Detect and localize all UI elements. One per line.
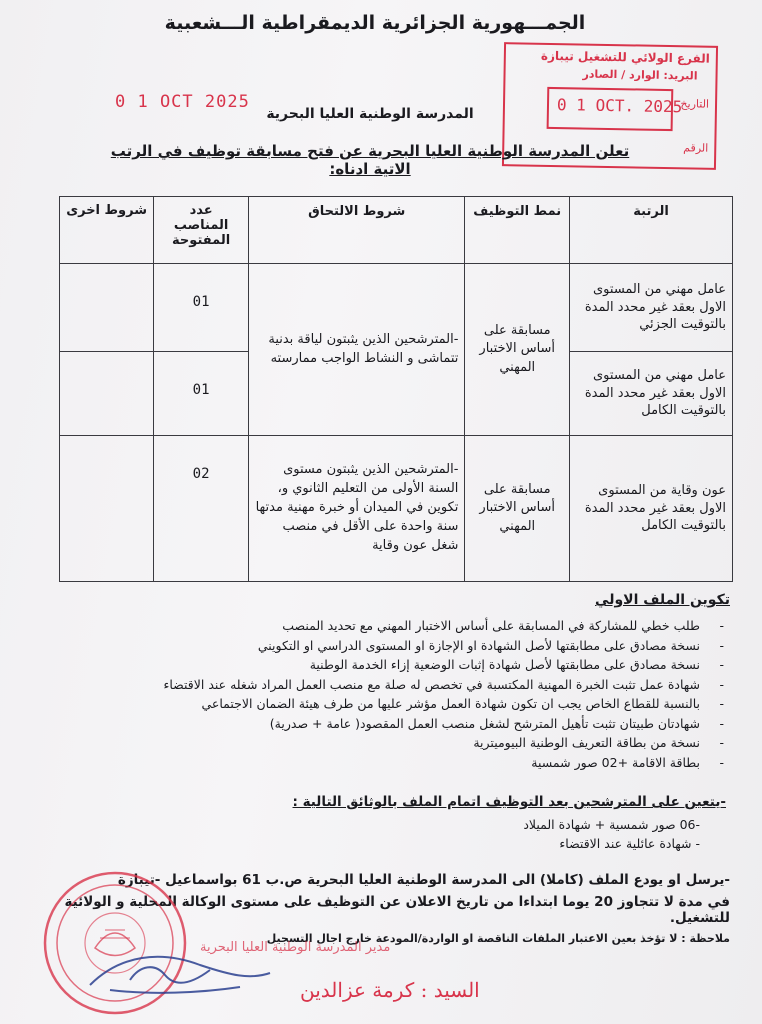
stamp-line-1: الفرع الولائي للتشغيل تيبازة <box>540 48 710 66</box>
positions-table <box>59 196 733 582</box>
list-item: - نسخة مصادق على مطابقتها لأصل الشهادة او الإجازة او المستوى الدراسي او التكويني <box>76 638 726 658</box>
table-header-row <box>60 197 733 264</box>
stamp-line-2: البريد: الوارد / الصادر <box>582 67 698 83</box>
cell-count: 02 <box>154 436 249 582</box>
after-hiring-item: -06 صور شمسية + شهادة الميلاد <box>523 817 700 832</box>
list-item: - بطاقة الاقامة +02 صور شمسية <box>76 755 726 775</box>
header-conditions: شروط الالتحاق <box>249 197 465 264</box>
cell-other <box>60 352 154 436</box>
cell-count: 01 <box>154 352 249 436</box>
after-hiring-title: -يتعين على المترشحين بعد التوظيف اتمام الملف بالوثائق التالية : <box>292 794 726 810</box>
cell-conditions: -المترشحين الذين يثبتون مستوى السنة الأولى من التعليم الثانوي و، تكوين في الميدان أو خبرة مهنية مدتها سنة واحدة على الأقل في منصب شغل عون وقاية <box>249 436 465 582</box>
stamp-date-label: التاريخ <box>680 97 710 111</box>
signatory-name: السيد : كرمة عزالدين <box>300 978 480 1002</box>
cell-rank: عامل مهني من المستوى الاول بعقد غير محدد المدة بالتوقيت الجزئي <box>570 264 733 352</box>
table-row <box>60 436 733 582</box>
list-item: - نسخة من بطاقة التعريف الوطنية البيوميترية <box>76 735 726 755</box>
list-item: - بالنسبة للقطاع الخاص يجب ان تكون شهادة العمل مؤشر عليها من طرف هيئة الضمان الاجتماعي <box>76 696 726 716</box>
sending-instructions: -يرسل او يودع الملف (كاملا) الى المدرسة الوطنية العليا البحرية ص.ب 61 بواسماعيل -تيبازة <box>117 872 730 888</box>
cell-other <box>60 264 154 352</box>
signatory-title: مدير المدرسة الوطنية العليا البحرية <box>200 940 391 955</box>
cell-mode: مسابقة على أساس الاختبار المهني <box>465 436 570 582</box>
initial-file-title: تكوين الملف الاولي <box>595 592 730 608</box>
stamp-number-label: الرقم <box>683 141 709 155</box>
announcement: تعلن المدرسة الوطنية العليا البحرية عن فتح مسابقة توظيف في الرتب الاتية ادناه: <box>110 142 630 178</box>
cell-other <box>60 436 154 582</box>
list-item: - نسخة مصادق على مطابقتها لأصل شهادة إثبات الوضعية إزاء الخدمة الوطنية <box>76 657 726 677</box>
header-other: شروط اخرى <box>60 197 154 264</box>
header-rank: الرتبة <box>570 197 733 264</box>
header-mode: نمط التوظيف <box>465 197 570 264</box>
stamp-date-value: 0 1 OCT. 2025 <box>556 95 683 117</box>
cell-count: 01 <box>154 264 249 352</box>
date-stamp: 0 1 OCT 2025 <box>115 92 250 112</box>
sending-deadline: في مدة لا تتجاوز 20 يوما ابتداءا من تاريخ الاعلان عن التوظيف على مستوى الوكالة المحلية و الولائية للتشغيل. <box>64 894 730 926</box>
after-hiring-item: - شهادة عائلية عند الاقتضاء <box>559 836 700 851</box>
school-name: المدرسة الوطنية العليا البحرية <box>266 106 474 122</box>
note: ملاحظة : لا تؤخذ بعين الاعتبار الملفات الناقصة او الواردة/المودعة خارج اجال التسجيل <box>266 932 730 945</box>
cell-mode: مسابقة على أساس الاختبار المهني <box>465 264 570 436</box>
table-row <box>60 264 733 352</box>
cell-rank: عامل مهني من المستوى الاول بعقد غير محدد المدة بالتوقيت الكامل <box>570 352 733 436</box>
list-item: - شهادتان طبيتان تثبت تأهيل المترشح لشغل منصب العمل المقصود( عامة + صدرية) <box>76 716 726 736</box>
list-item: - شهادة عمل تثبت الخبرة المهنية المكتسبة في تخصص له صلة مع منصب العمل المراد شغله عند الاقتضاء <box>76 677 726 697</box>
initial-file-list <box>76 618 726 774</box>
handwritten-signature-icon <box>80 935 280 1005</box>
header-count: عدد المناصب المفتوحة <box>154 197 249 264</box>
republic-title: الجمـــهورية الجزائرية الديمقراطية الـــشعبية <box>164 12 586 34</box>
cell-rank: عون وقاية من المستوى الاول بعقد غير محدد المدة بالتوقيت الكامل <box>570 436 733 582</box>
list-item: - طلب خطي للمشاركة في المسابقة على أساس الاختبار المهني مع تحديد المنصب <box>76 618 726 638</box>
cell-conditions: -المترشحين الذين يثبتون لياقة بدنية تتماشى و النشاط الواجب ممارسته <box>249 264 465 436</box>
